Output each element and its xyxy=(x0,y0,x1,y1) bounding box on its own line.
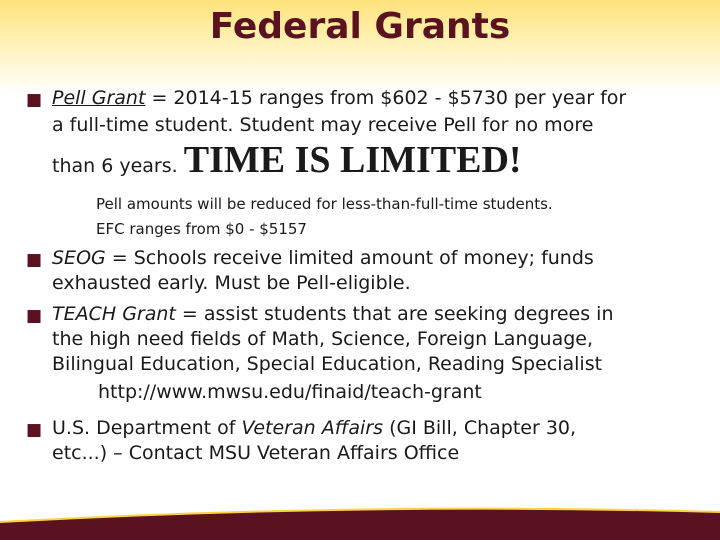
seog-term: SEOG xyxy=(52,247,106,269)
page-title: Federal Grants xyxy=(209,6,511,47)
pell-equals: = xyxy=(145,87,174,109)
va-line-1-text: (GI Bill, Chapter 30, xyxy=(383,417,577,439)
pell-note-2: EFC ranges from $0 - $5157 xyxy=(96,220,307,238)
time-limited-emphasis: TIME IS LIMITED! xyxy=(183,139,522,181)
va-line-2: etc...) – Contact MSU Veteran Affairs Office xyxy=(52,442,460,464)
teach-line-1-text: = assist students that are seeking degrees in xyxy=(175,303,614,325)
seog-line-1-text: = Schools receive limited amount of money; funds xyxy=(105,247,594,269)
bullet-icon: ■ xyxy=(26,250,43,270)
teach-line-1 xyxy=(52,302,614,326)
pell-line-3 xyxy=(52,139,522,181)
va-term: Veteran Affairs xyxy=(241,417,384,439)
bullet-icon: ■ xyxy=(26,420,43,440)
pell-line-2: a full-time student. Student may receive Pell for no more xyxy=(52,114,594,136)
bullet-icon: ■ xyxy=(26,90,43,110)
footer-wave-decoration xyxy=(0,500,720,540)
pell-line-3-text: than 6 years. xyxy=(52,155,178,177)
teach-line-3: Bilingual Education, Special Education, Reading Specialist xyxy=(52,353,603,375)
teach-line-2: the high need fields of Math, Science, Foreign Language, xyxy=(52,328,594,350)
seog-line-2: exhausted early. Must be Pell-eligible. xyxy=(52,272,411,294)
bullet-icon: ■ xyxy=(26,306,43,326)
teach-url-link[interactable]: http://www.mwsu.edu/finaid/teach-grant xyxy=(98,381,482,403)
va-line-1-pre: U.S. Department of xyxy=(52,417,242,439)
pell-line-1 xyxy=(52,86,626,110)
pell-term: Pell Grant xyxy=(52,87,146,109)
teach-term: TEACH Grant xyxy=(52,303,176,325)
seog-line-1 xyxy=(52,246,594,270)
pell-note-1: Pell amounts will be reduced for less-than-full-time students. xyxy=(96,195,553,213)
pell-line-1-text: 2014-15 ranges from $602 - $5730 per year for xyxy=(173,87,627,109)
va-line-1 xyxy=(52,416,576,440)
